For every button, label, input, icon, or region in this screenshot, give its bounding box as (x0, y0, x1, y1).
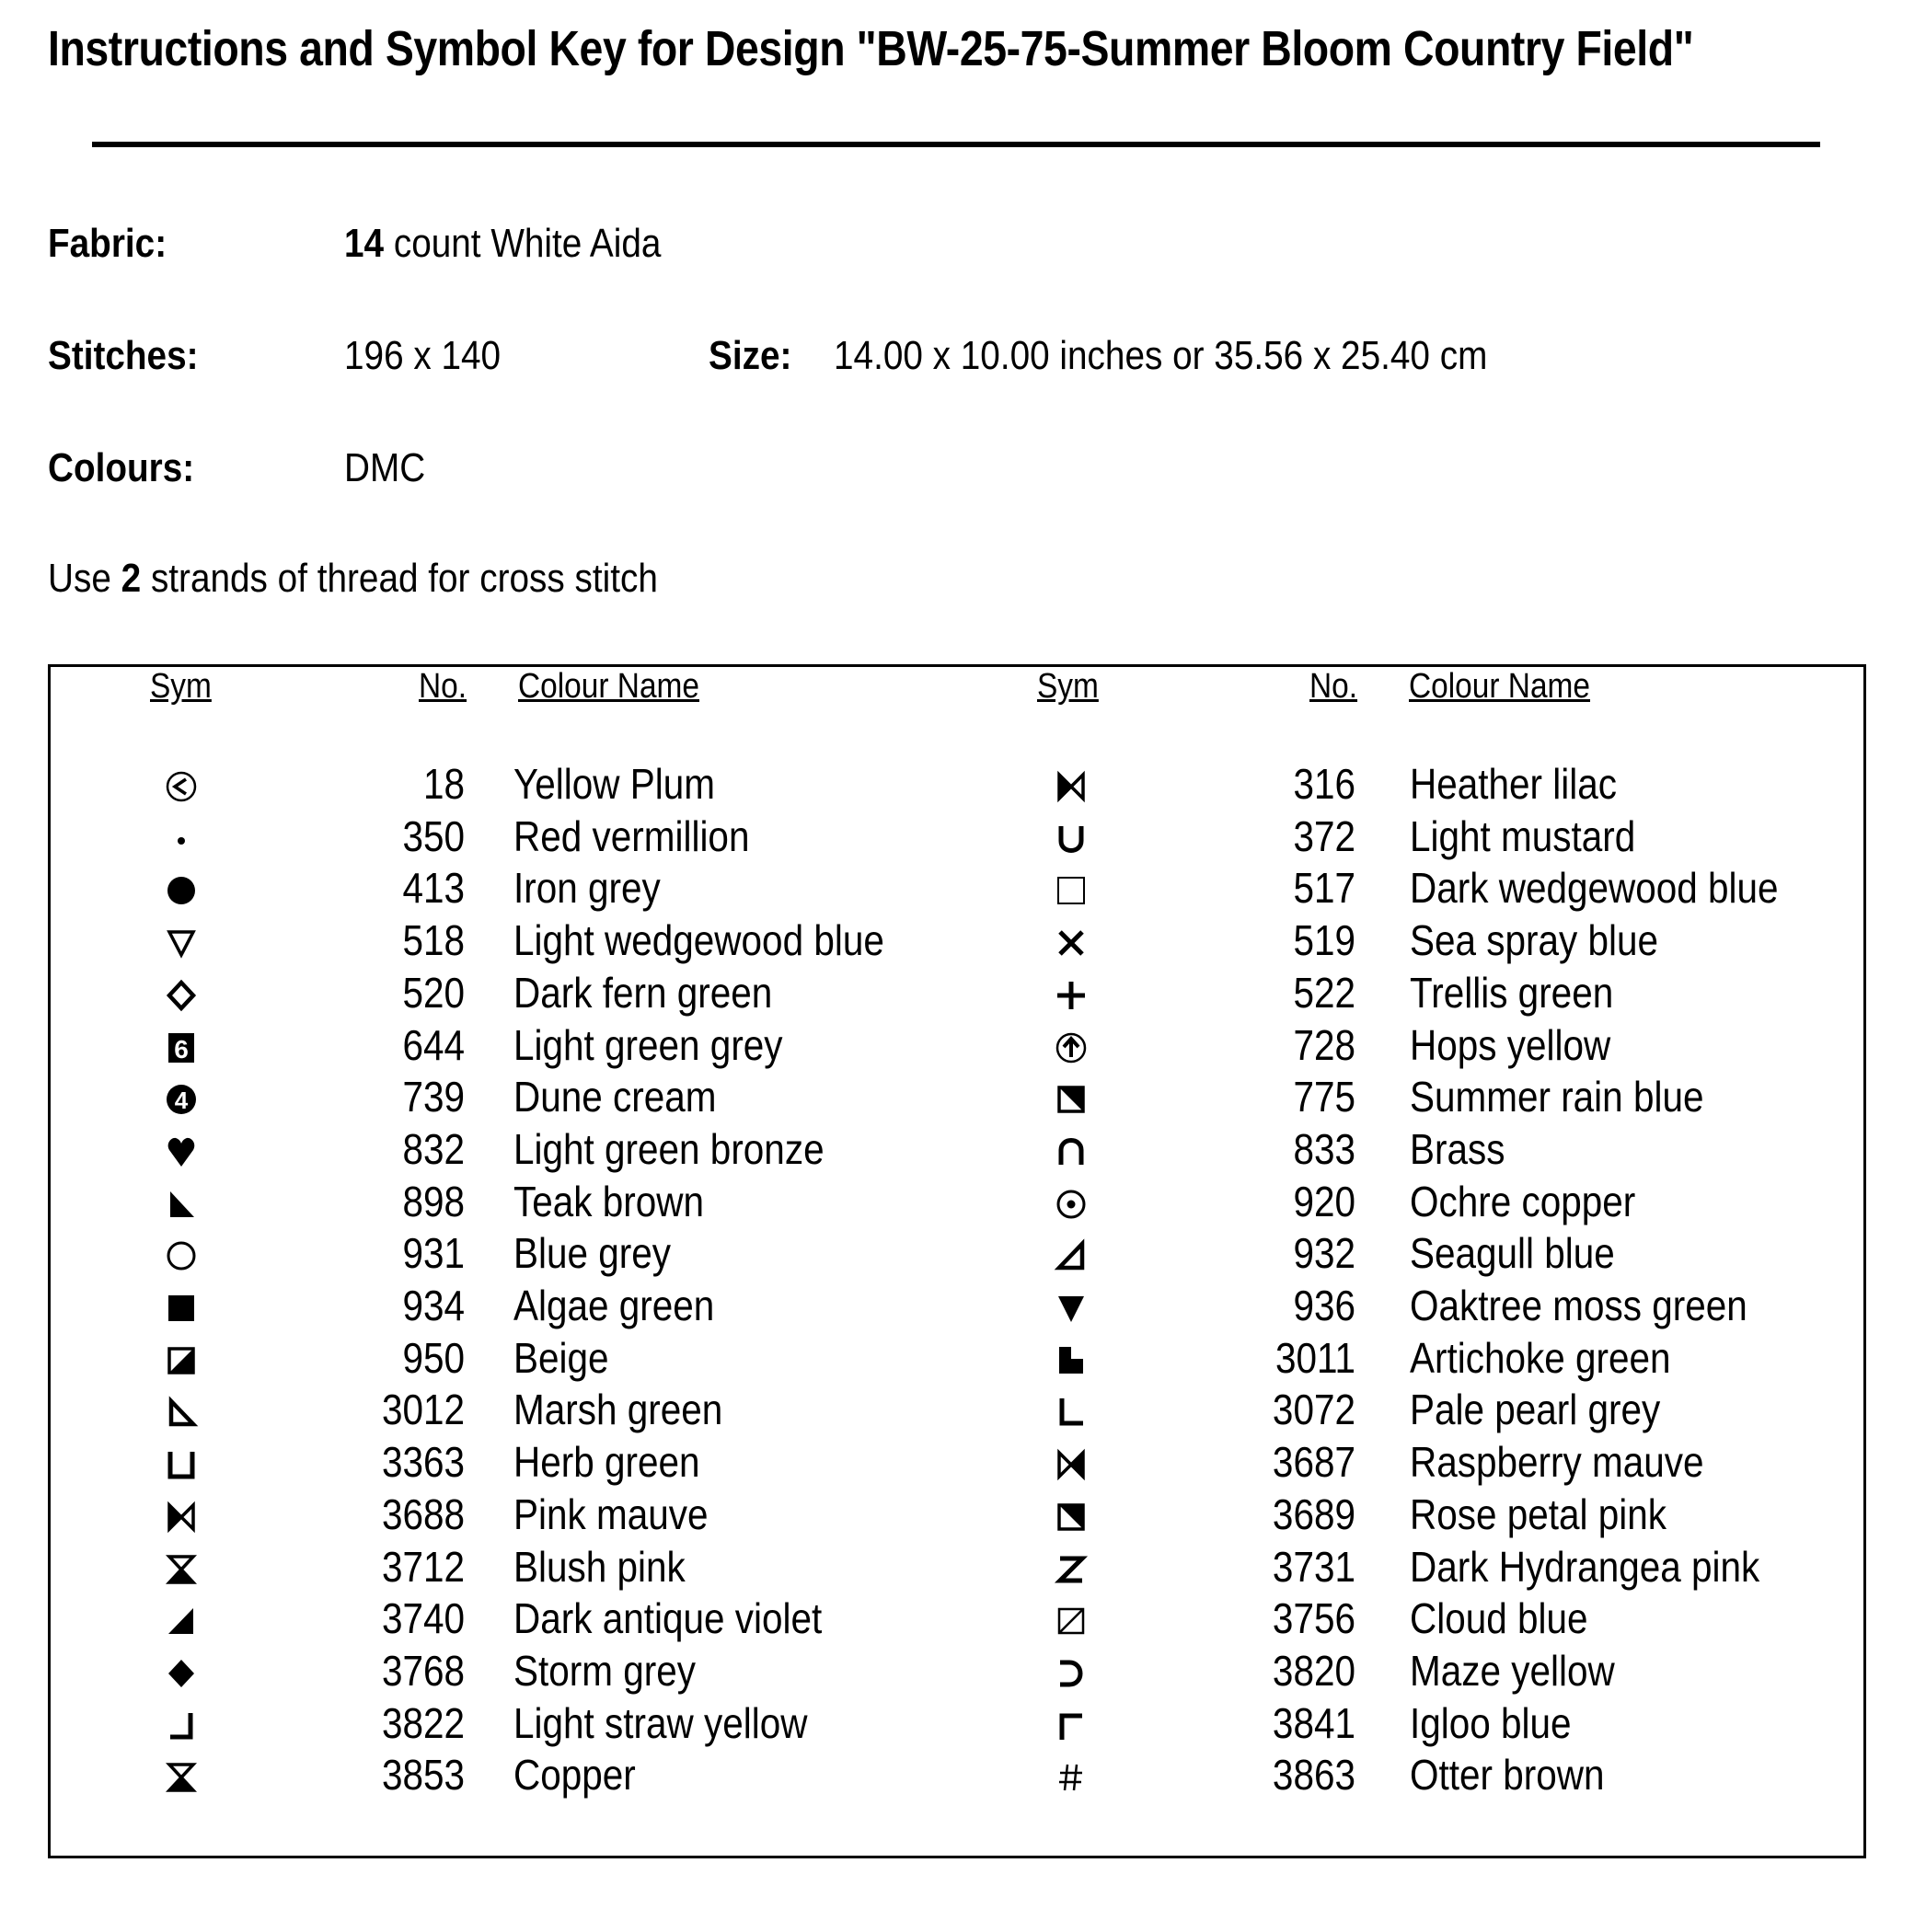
colour-number: 3731 (1272, 1542, 1355, 1591)
key-row-right (51, 968, 1863, 1020)
fabric-count: 14 (344, 221, 385, 266)
bowtie-right-filled-icon (1053, 1446, 1090, 1483)
colour-number: 3012 (381, 1386, 465, 1434)
colour-number: 728 (1293, 1020, 1355, 1069)
colour-name: Brass (1410, 1124, 1505, 1173)
colour-number: 3853 (381, 1751, 465, 1800)
colour-name: Trellis green (1410, 968, 1614, 1017)
key-row-right (51, 1593, 1863, 1646)
circled-dot-icon (1053, 1186, 1090, 1223)
colours-value: DMC (344, 445, 426, 490)
open-right-triangle-icon (1053, 1237, 1090, 1274)
colour-name: Marsh green (513, 1386, 723, 1434)
size-value: 14.00 x 10.00 inches or 35.56 x 25.40 cm (834, 333, 1488, 378)
colour-name: Cloud blue (1410, 1594, 1588, 1643)
key-row-right (51, 1698, 1863, 1751)
colour-name: Copper (513, 1751, 636, 1800)
colour-name: Herb green (513, 1438, 700, 1487)
colour-number: 18 (422, 760, 465, 808)
key-row-right (51, 1124, 1863, 1177)
fabric-text: count White Aida (393, 221, 662, 266)
fabric-label: Fabric: (48, 221, 167, 266)
colour-number: 3687 (1272, 1438, 1355, 1487)
colour-name: Algae green (513, 1282, 715, 1329)
colour-number: 739 (402, 1073, 465, 1121)
colour-name: Rose petal pink (1410, 1489, 1667, 1538)
colour-name: Dark antique violet (513, 1594, 823, 1643)
size-label: Size: (709, 333, 792, 378)
key-row-right (51, 1437, 1863, 1489)
key-row-right (51, 863, 1863, 915)
colour-number: 934 (402, 1282, 465, 1329)
header-no-right: No. (1309, 667, 1358, 706)
colour-number: 3822 (381, 1698, 465, 1747)
colour-name: Red vermillion (513, 811, 750, 860)
arch-icon (1053, 1133, 1090, 1170)
colour-number: 3841 (1272, 1698, 1355, 1747)
key-row-right (51, 1333, 1863, 1386)
key-row-right (51, 1020, 1863, 1073)
colour-name: Light green bronze (513, 1124, 825, 1173)
stitches-label: Stitches: (48, 333, 199, 378)
colour-name: Summer rain blue (1410, 1073, 1704, 1121)
colour-number: 898 (402, 1177, 465, 1225)
colour-name: Dark fern green (513, 968, 773, 1017)
key-row-right (51, 1489, 1863, 1542)
z-shape-icon (1053, 1551, 1090, 1588)
colour-number: 644 (402, 1020, 465, 1069)
symbol-key-table (48, 664, 1866, 1858)
colour-number: 413 (402, 864, 465, 913)
colour-number: 350 (402, 811, 465, 860)
colour-name: Oaktree moss green (1410, 1282, 1747, 1329)
diagonal-half-square-icon (1053, 1081, 1090, 1118)
strands-suffix: strands of thread for cross stitch (150, 556, 658, 601)
stitches-value: 196 x 140 (344, 333, 502, 378)
colour-name: Light wedgewood blue (513, 916, 884, 965)
colour-number: 3689 (1272, 1489, 1355, 1538)
colour-number: 832 (402, 1124, 465, 1173)
colour-number: 3688 (381, 1489, 465, 1538)
key-row-right (51, 1072, 1863, 1124)
diagonal-filled-square-icon (1053, 1499, 1090, 1535)
colour-number: 520 (402, 968, 465, 1017)
plus-icon (1053, 977, 1090, 1014)
fabric-value (344, 221, 661, 267)
colour-name: Maze yellow (1410, 1646, 1615, 1695)
colour-number: 3011 (1274, 1333, 1355, 1382)
x-mark-icon (1053, 925, 1090, 961)
colour-number: 3712 (381, 1542, 465, 1591)
colour-name: Ochre copper (1410, 1177, 1636, 1225)
key-row-right (51, 1750, 1863, 1802)
header-name-right: Colour Name (1409, 667, 1591, 706)
circled-up-arrow-icon (1053, 1029, 1090, 1066)
colour-number: 316 (1293, 760, 1355, 808)
key-row-right (51, 811, 1863, 864)
slashed-square-icon (1053, 1603, 1090, 1639)
colour-number: 931 (402, 1229, 465, 1278)
colour-name: Storm grey (513, 1646, 696, 1695)
colour-name: Heather lilac (1410, 760, 1618, 808)
filled-down-triangle-icon (1053, 1290, 1090, 1327)
colour-number: 522 (1293, 968, 1355, 1017)
key-row-right (51, 1542, 1863, 1594)
strands-prefix: Use (48, 556, 111, 601)
title-underline-rule (92, 142, 1820, 147)
colour-name: Artichoke green (1410, 1333, 1671, 1382)
key-row-right (51, 759, 1863, 811)
colour-name: Beige (513, 1333, 609, 1382)
l-shape-icon (1053, 1394, 1090, 1431)
key-row-right (51, 1385, 1863, 1437)
colour-number: 3072 (1272, 1386, 1355, 1434)
u-shape-icon (1053, 821, 1090, 857)
colour-name: Dune cream (513, 1073, 717, 1121)
colour-name: Pink mauve (513, 1489, 709, 1538)
step-block-icon (1053, 1342, 1090, 1379)
strands-count: 2 (121, 556, 142, 601)
key-row-right (51, 1228, 1863, 1281)
key-row-right (51, 1281, 1863, 1333)
colour-number: 920 (1293, 1177, 1355, 1225)
colour-name: Blue grey (513, 1229, 672, 1278)
colour-name: Light green grey (513, 1020, 783, 1069)
open-square-icon (1053, 872, 1090, 909)
reverse-c-icon (1053, 1655, 1090, 1692)
colour-number: 3863 (1272, 1751, 1355, 1800)
colour-number: 517 (1293, 864, 1355, 913)
colour-name: Otter brown (1410, 1751, 1605, 1800)
colour-name: Yellow Plum (513, 760, 716, 808)
svg-text:6: 6 (174, 1034, 189, 1064)
colour-number: 3768 (381, 1646, 465, 1695)
colour-number: 950 (402, 1333, 465, 1382)
page-title: Instructions and Symbol Key for Design "BW-25-75-Summer Bloom Country Field" (48, 21, 1694, 76)
colour-name: Light mustard (1410, 811, 1636, 860)
colour-name: Dark wedgewood blue (1410, 864, 1779, 913)
colour-number: 3740 (381, 1594, 465, 1643)
corner-bracket-icon (1053, 1708, 1090, 1744)
colour-number: 518 (402, 916, 465, 965)
colour-number: 3756 (1272, 1594, 1355, 1643)
colour-number: 936 (1293, 1282, 1355, 1329)
colour-name: Igloo blue (1410, 1698, 1572, 1747)
colour-number: 519 (1293, 916, 1355, 965)
header-no-left: No. (419, 667, 467, 706)
colour-name: Teak brown (513, 1177, 705, 1225)
colour-number: 932 (1293, 1229, 1355, 1278)
colours-label: Colours: (48, 445, 195, 490)
colour-name: Pale pearl grey (1410, 1386, 1661, 1434)
header-name-left: Colour Name (518, 667, 700, 706)
header-sym-left: Sym (150, 667, 212, 706)
key-row-right (51, 1177, 1863, 1229)
colour-name: Sea spray blue (1410, 916, 1659, 965)
colour-name: Blush pink (513, 1542, 686, 1591)
hash-icon (1053, 1759, 1090, 1796)
colour-number: 372 (1293, 811, 1355, 860)
key-row-right (51, 915, 1863, 968)
colour-number: 3363 (381, 1438, 465, 1487)
colour-number: 3820 (1272, 1646, 1355, 1695)
colour-number: 775 (1293, 1073, 1355, 1121)
colour-name: Light straw yellow (513, 1698, 808, 1747)
strands-instruction (48, 556, 658, 602)
colour-name: Raspberry mauve (1410, 1438, 1704, 1487)
colour-name: Iron grey (513, 864, 661, 913)
header-sym-right: Sym (1037, 667, 1099, 706)
colour-number: 833 (1293, 1124, 1355, 1173)
colour-name: Hops yellow (1410, 1020, 1611, 1069)
colour-name: Seagull blue (1410, 1229, 1615, 1278)
key-row-right (51, 1646, 1863, 1698)
bowtie-left-filled-icon (1053, 768, 1090, 805)
colour-name: Dark Hydrangea pink (1410, 1542, 1760, 1591)
svg-text:4: 4 (174, 1087, 189, 1115)
